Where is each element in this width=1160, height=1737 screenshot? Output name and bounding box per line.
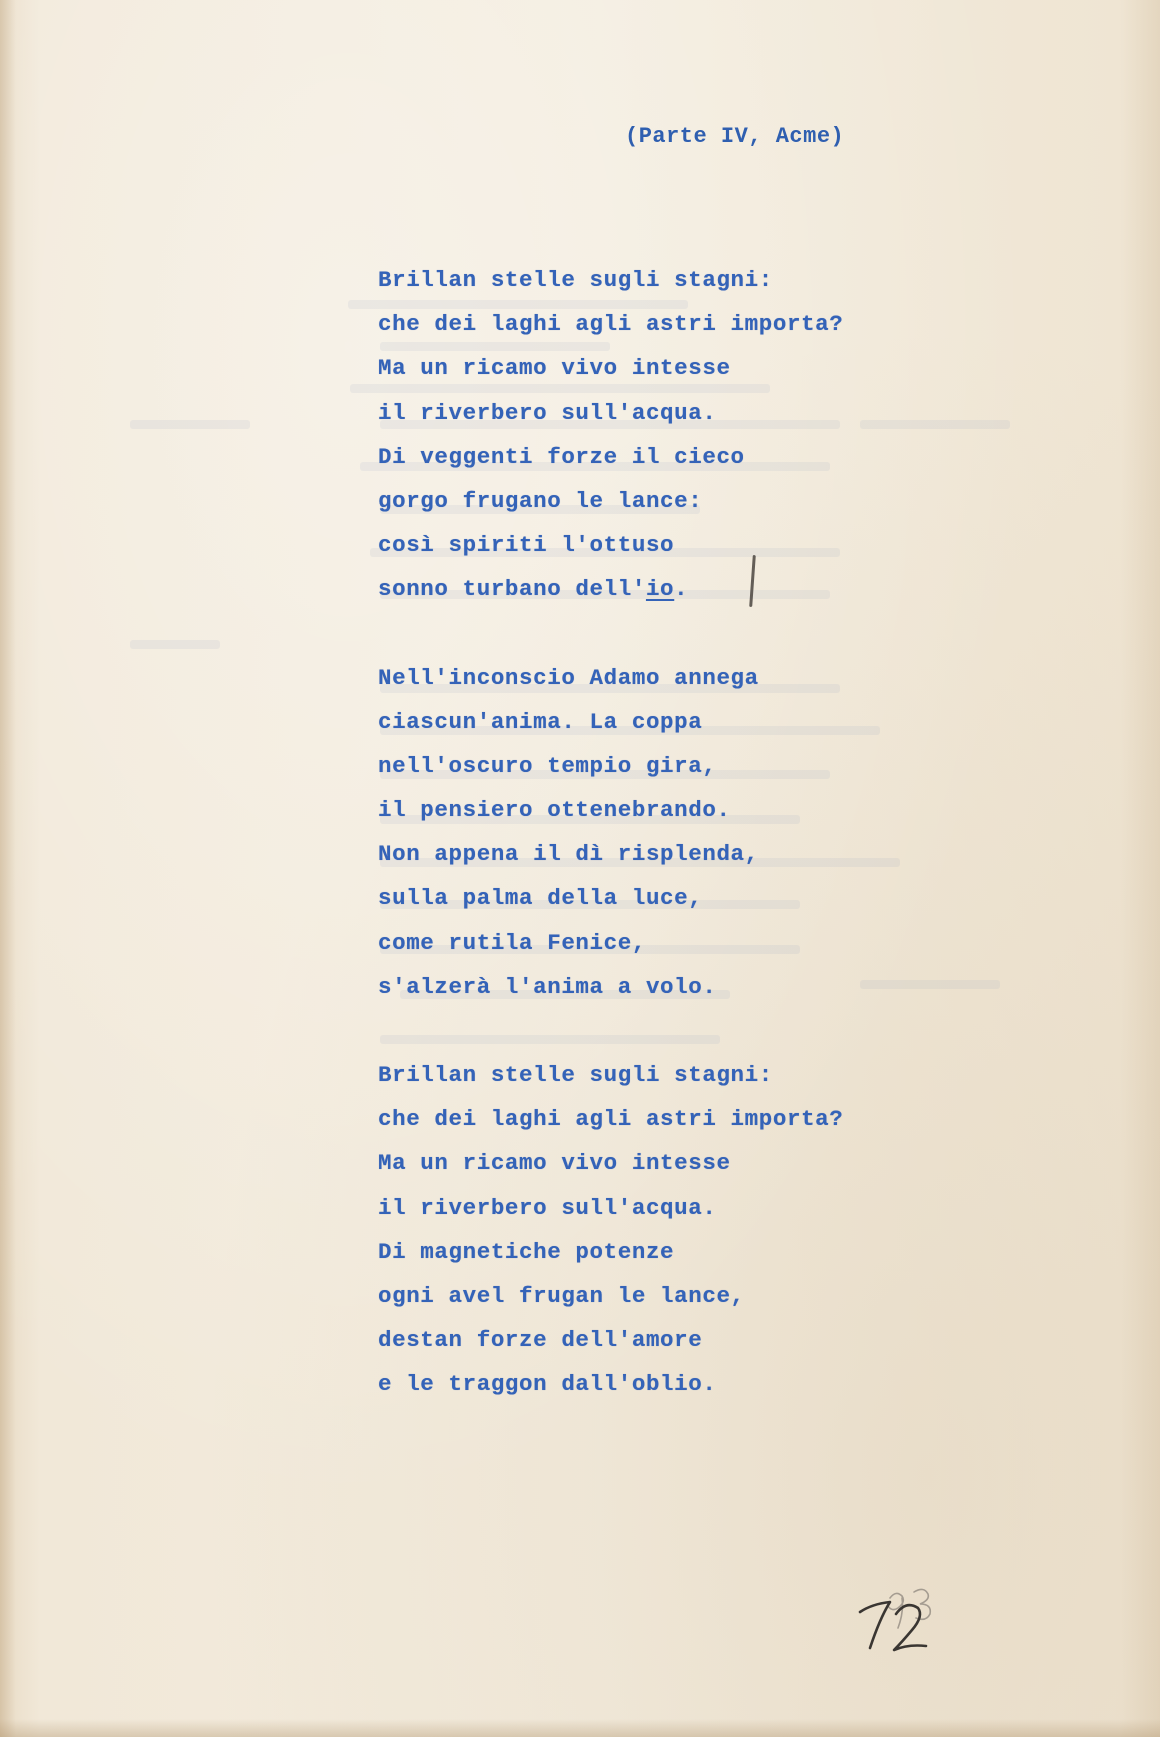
poem-line: che dei laghi agli astri importa? [378, 311, 844, 338]
underlined-word: io [645, 576, 675, 603]
poem-line: come rutila Fenice, [378, 929, 646, 956]
poem-line: Brillan stelle sugli stagni: [378, 1062, 773, 1088]
poem-line: ciascun'anima. La coppa [378, 708, 703, 735]
poem-line: Non appena il dì risplenda, [378, 841, 759, 868]
line-text-after: . [674, 576, 689, 603]
digit-7 [860, 1602, 890, 1648]
poem-line: Ma un ricamo vivo intesse [378, 1150, 731, 1177]
poem-line: Di magnetiche potenze [378, 1238, 675, 1265]
poem-line: che dei laghi agli astri importa? [378, 1106, 844, 1133]
stanza-2 [378, 656, 843, 1010]
poem-line: così spiriti l'ottuso [378, 532, 675, 559]
poem-line: sulla palma della luce, [378, 885, 703, 912]
poem [378, 258, 843, 1451]
line-text-before: sonno turbano dell' [378, 576, 646, 603]
poem-line: ogni avel frugan le lance, [378, 1282, 745, 1309]
poem-line: il riverbero sull'acqua. [378, 1194, 717, 1221]
overwritten-digit-3 [914, 1589, 930, 1619]
stanza-1 [378, 258, 843, 612]
poem-line: gorgo frugano le lance: [378, 487, 703, 514]
poem-line: Brillan stelle sugli stagni: [378, 267, 773, 293]
handwritten-page-number [850, 1582, 960, 1662]
poem-line: il pensiero ottenebrando. [378, 797, 731, 824]
poem-line: Nell'inconscio Adamo annega [378, 664, 759, 691]
overwritten-digit-9 [888, 1593, 903, 1628]
part-heading: (Parte IV, Acme) [625, 124, 845, 149]
poem-line-with-emphasis [378, 567, 843, 611]
poem-line: Ma un ricamo vivo intesse [378, 355, 731, 382]
poem-line: Di veggenti forze il cieco [378, 443, 745, 470]
poem-line: destan forze dell'amore [378, 1327, 703, 1354]
poem-line: e le traggon dall'oblio. [378, 1371, 717, 1398]
poem-line: nell'oscuro tempio gira, [378, 752, 717, 779]
poem-line: il riverbero sull'acqua. [378, 399, 717, 426]
poem-line: s'alzerà l'anima a volo. [378, 973, 717, 1000]
stanza-3 [378, 1053, 843, 1407]
